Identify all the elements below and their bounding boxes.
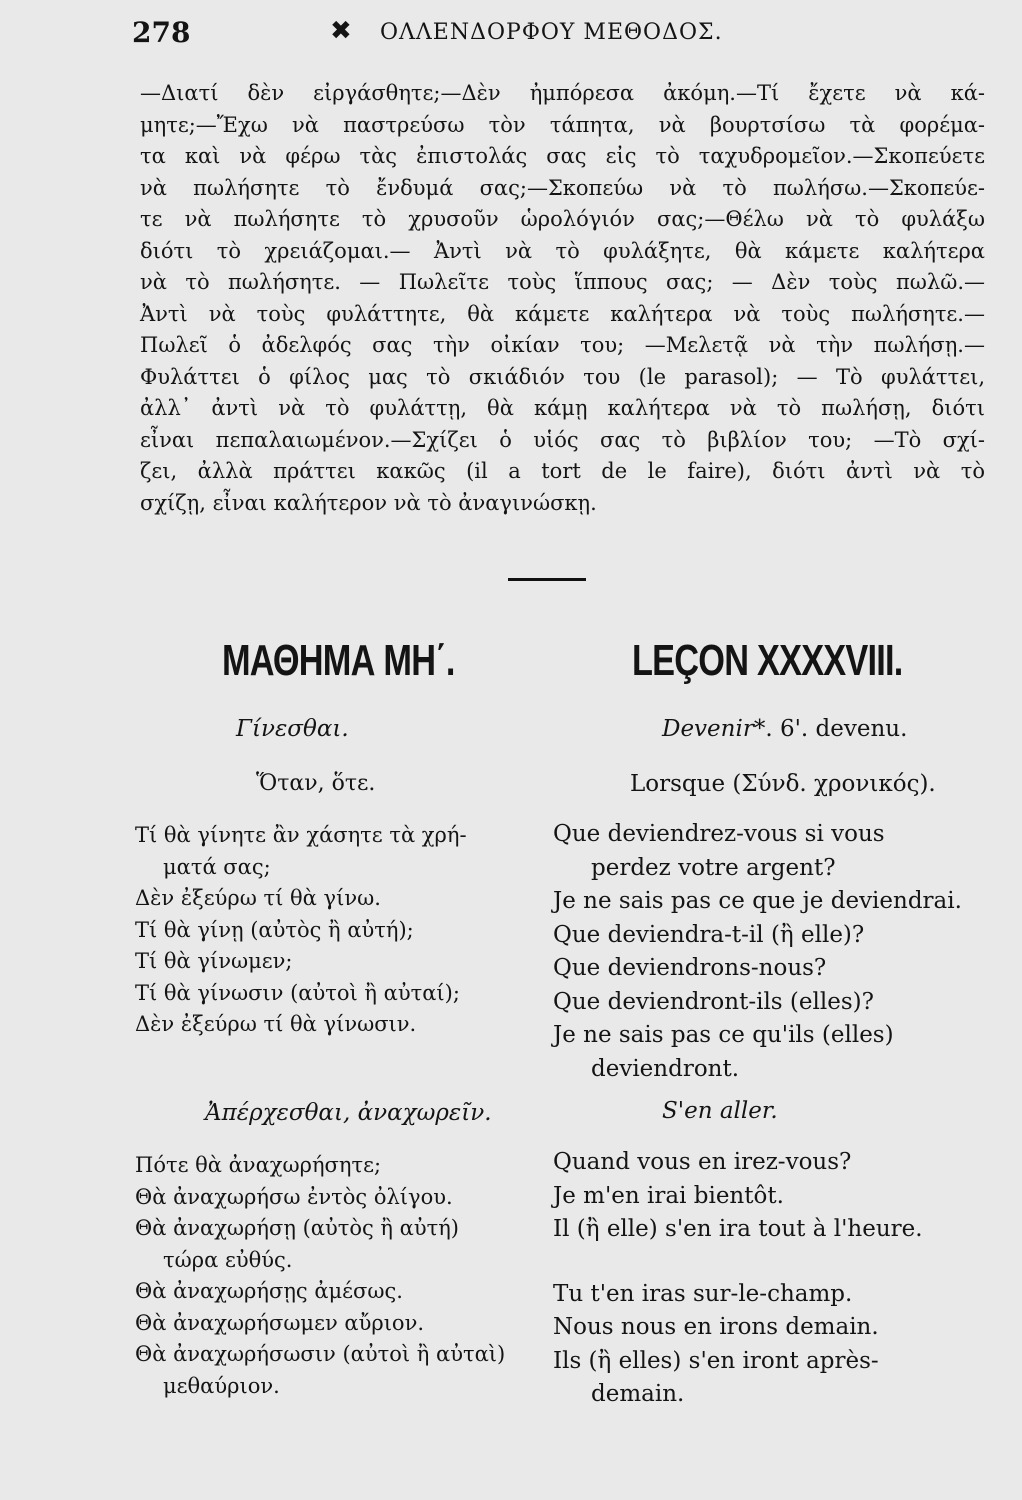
french-sentence: Tu t'en iras sur-le-champ. [553, 1280, 853, 1307]
exercise-line: σχίζῃ, εἶναι καλήτερον νὰ τὸ ἀναγινώσκῃ. [140, 490, 597, 515]
greek-sentence: Θὰ ἀναχωρήσωσιν (αὐτοὶ ἢ αὐταὶ) [135, 1342, 506, 1366]
exercise-line: Φυλάττει ὁ φίλος μας τὸ σκιάδιόν του (le parasol); — Τὸ φυλάττει, [140, 364, 985, 389]
greek-sentence: τώρα εὐθύς. [163, 1247, 293, 1272]
french-sentence: Que deviendrez-vous si vous [553, 821, 885, 847]
lesson-title-french: LEÇON XXXXVIII. [632, 636, 903, 685]
greek-sentence: Τί θὰ γίνωσιν (αὐτοὶ ἢ αὐταί); [135, 980, 460, 1005]
exercise-line: ἀλλ᾽ ἀντὶ νὰ τὸ φυλάττῃ, θὰ κάμῃ καλήτερα νὰ τὸ πωλήσῃ, διότι [140, 396, 985, 420]
greek-sentence: Θὰ ἀναχωρήσωμεν αὔριον. [135, 1310, 425, 1335]
exercise-line: διότι τὸ χρειάζομαι.— Ἀντὶ νὰ τὸ φυλάξητε, θὰ κάμετε καλήτερα [140, 238, 985, 263]
verb-heading-french-2: S'en aller. [662, 1098, 778, 1124]
exercise-line: τε νὰ πωλήσητε τὸ χρυσοῦν ὡρολόγιόν σας;—Θέλω νὰ τὸ φυλάξω [140, 207, 985, 231]
lesson-title-greek: ΜΑΘΗΜΑ ΜΗ΄. [222, 636, 455, 685]
french-sentence: Que deviendra-t-il (ἢ elle)? [553, 921, 865, 948]
greek-sentence: Θὰ ἀναχωρήσω ἐντὸς ὀλίγου. [135, 1184, 453, 1209]
french-sentence: Que deviendrons-nous? [553, 955, 827, 981]
french-sentence: demain. [591, 1381, 685, 1407]
exercise-line: νὰ πωλήσητε τὸ ἔνδυμά σας;—Σκοπεύω νὰ τὸ πωλήσω.—Σκοπεύε- [140, 175, 985, 200]
verb-heading-french [662, 716, 907, 742]
exercise-line: —Διατί δὲν εἰργάσθητε;—Δὲν ἠμπόρεσα ἀκόμη.—Τί ἔχετε νὰ κά- [140, 81, 985, 105]
french-column-1 [553, 818, 973, 1086]
page-number: 278 [132, 16, 191, 49]
french-sentence: perdez votre argent? [591, 854, 836, 881]
french-column-2 [553, 1146, 973, 1412]
exercise-line: τα καὶ νὰ φέρω τὰς ἐπιστολάς σας εἰς τὸ ταχυδρομεῖον.—Σκοπεύετε [140, 144, 985, 168]
greek-sentence: Δὲν ἐξεύρω τί θὰ γίνω. [135, 886, 381, 910]
verb-heading-french-rest: *. 6'. devenu. [753, 716, 908, 742]
greek-sentence: μεθαύριον. [163, 1373, 280, 1398]
greek-sentence: Θὰ ἀναχωρήσῃς ἀμέσως. [135, 1279, 403, 1303]
french-sentence: Ils (ἢ elles) s'en iront après- [553, 1347, 879, 1374]
french-sentence: Il (ἢ elle) s'en ira tout à l'heure. [553, 1216, 923, 1242]
french-sentence: Nous nous en irons demain. [553, 1314, 879, 1340]
exercise-line: ζει, ἀλλὰ πράττει κακῶς (il a tort de le faire), διότι ἀντὶ νὰ τὸ [140, 459, 985, 483]
section-divider [508, 578, 586, 581]
running-head: ΟΛΛΕΝΔΟΡΦΟΥ ΜΕΘΟΔΟΣ. [380, 20, 723, 45]
french-sentence: Que deviendront-ils (elles)? [553, 988, 874, 1015]
exercise-line: Πωλεῖ ὁ ἀδελφός σας τὴν οἰκίαν του; —Μελετᾷ νὰ τὴν πωλήσῃ.— [140, 333, 985, 357]
conjunction-french: Lorsque (Σύνδ. χρονικός). [630, 771, 936, 797]
exercise-line: μητε;—Ἔχω νὰ παστρεύσω τὸν τάπητα, νὰ βουρτσίσω τὰ φορέμα- [140, 112, 985, 137]
french-sentence: Je ne sais pas ce que je deviendrai. [553, 888, 962, 914]
exercise-line: Ἀντὶ νὰ τοὺς φυλάττητε, θὰ κάμετε καλήτερα νὰ τοὺς πωλήσητε.— [140, 301, 985, 326]
conjunction-greek: Ὅταν, ὅτε. [256, 771, 376, 796]
french-sentence: Je ne sais pas ce qu'ils (elles) [553, 1022, 894, 1048]
greek-sentence: Τί θὰ γίνωμεν; [135, 949, 293, 973]
verb-heading-french-word: Devenir [662, 716, 754, 742]
greek-sentence: Πότε θὰ ἀναχωρήσητε; [135, 1153, 382, 1177]
greek-column-1 [135, 820, 535, 1041]
exercise-line: εἶναι πεπαλαιωμένον.—Σχίζει ὁ υἱός σας τὸ βιβλίον του; —Τὸ σχί- [140, 427, 985, 452]
exercise-paragraph [140, 78, 985, 519]
greek-sentence: ματά σας; [163, 854, 271, 879]
page-header [120, 14, 920, 54]
french-sentence: Quand vous en irez-vous? [553, 1149, 852, 1175]
greek-sentence: Θὰ ἀναχωρήσῃ (αὐτὸς ἢ αὐτή) [135, 1216, 460, 1240]
greek-sentence: Τί θὰ γίνητε ἂν χάσητε τὰ χρή- [135, 823, 467, 847]
greek-sentence: Δὲν ἐξεύρω τί θὰ γίνωσιν. [135, 1012, 417, 1036]
greek-sentence: Τί θὰ γίνῃ (αὐτὸς ἢ αὐτή); [135, 917, 414, 942]
verb-heading-greek-2: Ἀπέρχεσθαι, ἀναχωρεῖν. [205, 1100, 492, 1126]
exercise-line: νὰ τὸ πωλήσητε. — Πωλεῖτε τοὺς ἵππους σας; — Δὲν τοὺς πωλῶ.— [140, 270, 985, 294]
french-sentence: Je m'en irai bientôt. [553, 1182, 784, 1209]
greek-column-2 [135, 1150, 535, 1402]
ornament-icon: ✖ [330, 16, 352, 46]
verb-heading-greek: Γίνεσθαι. [236, 716, 349, 742]
french-sentence: deviendront. [591, 1055, 740, 1082]
